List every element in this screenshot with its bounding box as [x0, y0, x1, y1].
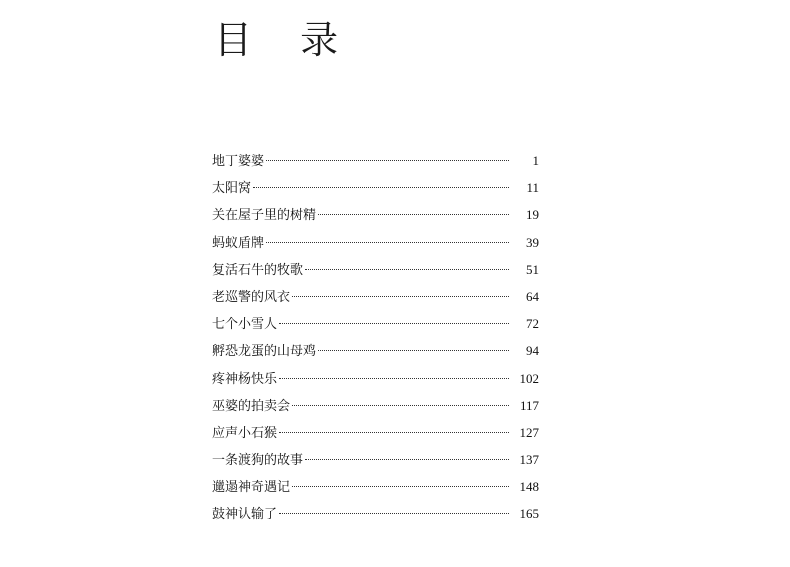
toc-entry-title: 孵恐龙蛋的山母鸡 [212, 344, 317, 360]
dot-leader [253, 187, 509, 188]
toc-entry-page: 117 [519, 397, 539, 413]
toc-entry-title: 鼓神认输了 [212, 507, 278, 523]
toc-entry-page: 1 [532, 153, 539, 168]
dot-leader [318, 214, 509, 215]
toc-entry-title: 巫婆的拍卖会 [212, 398, 291, 414]
dot-leader [279, 513, 509, 514]
toc-entry[interactable] [212, 365, 539, 392]
dot-leader [279, 432, 509, 433]
toc-entry[interactable] [212, 201, 539, 228]
toc-entry-page: 72 [526, 316, 539, 332]
page-title: 目 录 [214, 18, 357, 62]
toc-entry-page: 148 [519, 479, 539, 495]
toc-entry[interactable] [212, 392, 539, 419]
toc-entry[interactable] [212, 147, 539, 174]
toc-entry-title: 太阳窝 [212, 181, 252, 197]
toc-entry-page: 11 [526, 180, 539, 196]
toc-entry[interactable] [212, 419, 539, 446]
toc-entry-title: 关在屋子里的树精 [212, 208, 317, 224]
dot-leader [292, 296, 509, 297]
toc-entry[interactable] [212, 473, 539, 500]
dot-leader [279, 323, 509, 324]
toc-entry-page: 165 [519, 506, 539, 522]
toc-entry[interactable] [212, 283, 539, 310]
toc-entry[interactable] [212, 500, 539, 527]
dot-leader [305, 459, 509, 460]
toc-entry-page: 19 [526, 207, 539, 223]
toc-entry-page: 137 [519, 452, 539, 468]
dot-leader [266, 242, 509, 243]
table-of-contents [212, 147, 539, 528]
toc-entry-page: 39 [526, 234, 539, 250]
toc-entry-title: 复活石牛的牧歌 [212, 262, 304, 278]
toc-entry-page: 51 [526, 261, 539, 277]
toc-entry-title: 蚂蚁盾牌 [212, 235, 265, 251]
dot-leader [266, 160, 509, 161]
toc-entry-page: 64 [526, 288, 539, 304]
toc-entry[interactable] [212, 446, 539, 473]
toc-entry[interactable] [212, 256, 539, 283]
toc-entry[interactable] [212, 337, 539, 364]
toc-entry-page: 127 [519, 424, 539, 440]
toc-entry-title: 应声小石猴 [212, 425, 278, 441]
dot-leader [292, 486, 509, 487]
toc-entry-title: 一条渡狗的故事 [212, 453, 304, 469]
toc-entry-title: 七个小雪人 [212, 317, 278, 333]
toc-entry-title: 地丁婆婆 [212, 154, 265, 169]
toc-entry-title: 疼神杨快乐 [212, 371, 278, 387]
dot-leader [318, 350, 509, 351]
toc-entry[interactable] [212, 310, 539, 337]
toc-entry-page: 102 [519, 370, 539, 386]
toc-entry[interactable] [212, 174, 539, 201]
toc-entry-title: 老巡警的风衣 [212, 289, 291, 305]
toc-entry-title: 邋遢神奇遇记 [212, 480, 291, 496]
toc-entry[interactable] [212, 229, 539, 256]
dot-leader [292, 405, 509, 406]
toc-entry-page: 94 [526, 343, 539, 359]
dot-leader [305, 269, 509, 270]
dot-leader [279, 378, 509, 379]
